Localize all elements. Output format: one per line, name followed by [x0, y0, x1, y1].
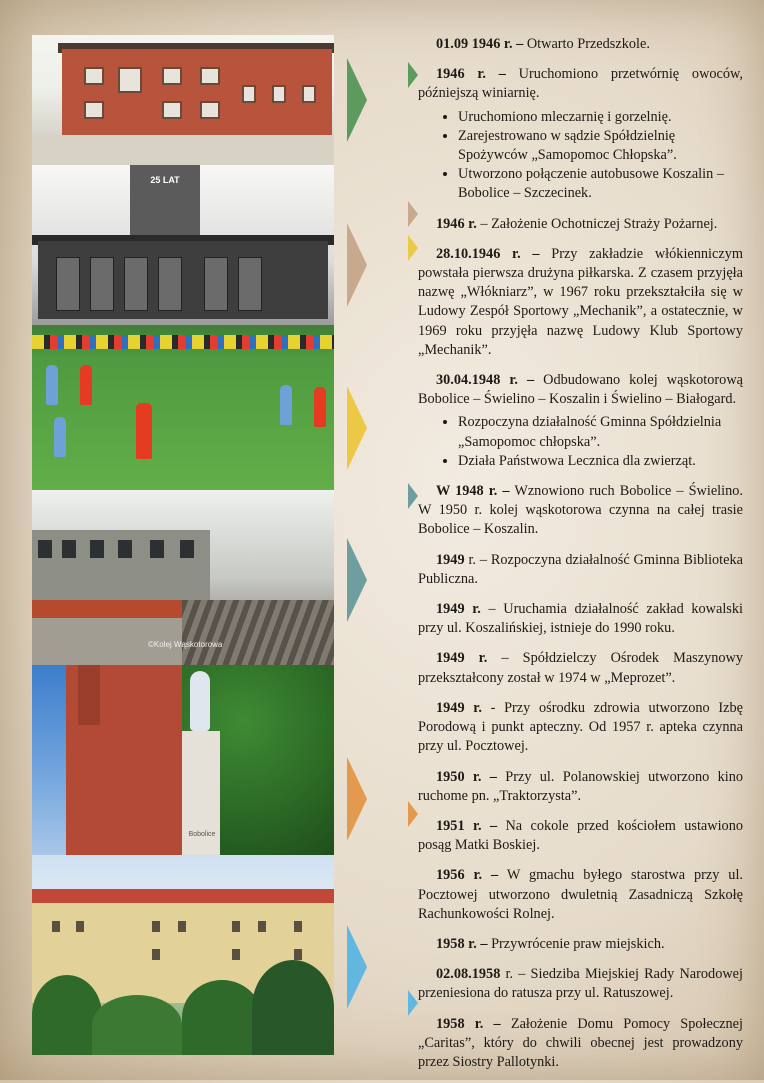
timeline-entry: 1946 r. – Założenie Ochotniczej Straży Pożarnej.: [436, 215, 718, 232]
timeline-entry: 1958 r. – Założenie Domu Pomocy Społecznej „Caritas”, który do chwili obecnej jest prowadzony przez Siostry Pallotynki.: [418, 1015, 743, 1070]
timeline-bullets: [418, 413, 743, 471]
bullet-item: • Zarejestrowano w sądzie Spółdzielnię Spożywców „Samopomoc Chłopska”.: [458, 127, 743, 165]
arrow-green-large: [347, 58, 367, 142]
timeline-bullets: [418, 108, 743, 204]
tower-sign: 25 LAT: [150, 175, 180, 185]
bullet-item: • Uruchomiono mleczarnię i gorzelnię.: [458, 108, 743, 127]
timeline-entry: W 1948 r. – Wznowiono ruch Bobolice – Świelino. W 1950 r. kolej wąskotorowa czynna na całej trasie Bobolice – Koszalin.: [418, 483, 743, 538]
timeline-entry: 1956 r. – W gmachu byłego starostwa przy ul. Pocztowej utworzono dwuletnią Zasadniczą Szkołę Rachunkowości Rolnej.: [418, 867, 743, 922]
timeline-entry: 02.08.1958 r. – Siedziba Miejskiej Rady Narodowej przeniesiona do ratusza przy ul. Ratuszowej.: [418, 966, 743, 1002]
timeline-entry: 1951 r. – Na cokole przed kościołem ustawiono posąg Matki Boskiej.: [418, 817, 744, 854]
timeline-entry: 1949 r. - Przy ośrodku zdrowia utworzono Izbę Porodową i punkt apteczny. Od 1957 r. apteka czynna przy ul. Pocztowej.: [418, 699, 743, 755]
timeline-entry: 1950 r. – Przy ul. Polanowskiej utworzono kino ruchome pn. „Traktorzysta”.: [418, 768, 743, 804]
arrow-blue-small: [408, 990, 418, 1016]
arrow-teal-small: [408, 483, 418, 509]
arrow-green-small: [408, 62, 418, 88]
photo-brick-factory: [32, 35, 334, 165]
photo-watermark: ©Kolej Wąskotorowa: [148, 640, 223, 649]
photo-church-statue: [32, 665, 334, 855]
arrow-teal-large: [347, 538, 367, 622]
photo-football-match: [32, 325, 334, 490]
arrow-tan-large: [347, 223, 367, 307]
timeline-entry: 1949 r. – Rozpoczyna działalność Gminna Biblioteka Publiczna.: [418, 551, 743, 587]
arrow-orange-small: [408, 801, 418, 827]
photo-caritas-manor: [32, 855, 334, 1055]
bullet-item: • Rozpoczyna działalność Gminna Spółdzielnia „Samopomoc chłopska”.: [458, 413, 743, 451]
timeline-entry: 28.10.1946 r. – Przy zakładzie włókienniczym powstała pierwsza drużyna piłkarska. Z czasem przyjęła nazwę „Włókniarz”, w 1967 roku przekształciła się w Ludowy Zespół Sportowy „Mechanik”, a ostatecznie, w 1969 roku przyjęła nazwę Ludowy Klub Sportowy „Mechanik”.: [418, 245, 743, 358]
timeline-entry: 1946 r. – Uruchomiono przetwórnię owoców, późniejszą winiarnię.: [418, 66, 744, 102]
timeline-entry: 1949 r. – Spółdzielczy Ośrodek Maszynowy przekształcony został w 1974 w „Meprozet”.: [418, 650, 743, 686]
church-plaque: Bobolice: [188, 831, 216, 838]
bullet-item: • Działa Państwowa Lecznica dla zwierząt.: [458, 452, 743, 471]
timeline-entry: 30.04.1948 r. – Odbudowano kolej wąskotorową Bobolice – Świelino – Koszalin i Świelino – Białogard.: [418, 372, 743, 408]
arrow-yellow-large: [347, 386, 367, 470]
bullet-item: • Utworzono połączenie autobusowe Koszalin – Bobolice – Szczecinek.: [458, 165, 743, 203]
arrow-orange-large: [347, 757, 367, 841]
arrow-yellow-small: [408, 235, 418, 261]
timeline-entry: 01.09 1946 r. – Otwarto Przedszkole.: [436, 36, 650, 52]
photo-narrow-gauge-railway: [32, 490, 334, 665]
photo-strip: [32, 35, 334, 1055]
arrow-tan-small: [408, 201, 418, 227]
arrow-blue-large: [347, 925, 367, 1009]
timeline-entry: 1949 r. – Uruchamia działalność zakład kowalski przy ul. Koszalińskiej, istnieje do 1990 roku.: [418, 601, 743, 637]
photo-fire-station: [32, 165, 334, 325]
timeline: [418, 35, 743, 1083]
timeline-entry: 1958 r. – Przywrócenie praw miejskich.: [436, 935, 665, 952]
